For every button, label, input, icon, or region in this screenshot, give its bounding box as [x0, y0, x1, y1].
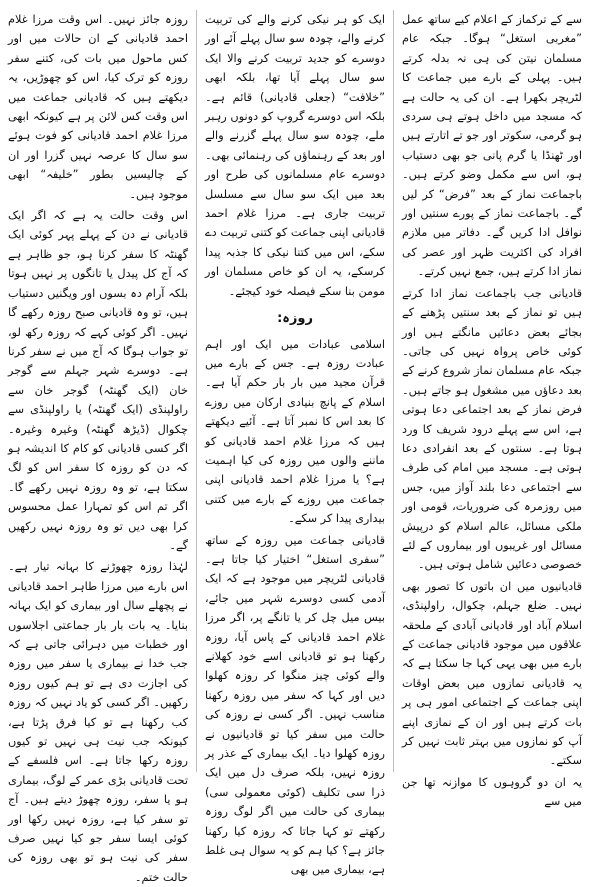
paragraph: اسلامی عبادات میں ایک اور اہم عبادت روزہ ہے۔ جس کے بارے میں قرآن مجید میں بار بار حکم آیا ہے۔ اسلام کے پانچ بنیادی ارکان میں روزے کا بعد اس کا نمبر آتا ہے۔ آئیے دیکھتے ہیں کہ مرزا غلام احمد قادیانی کو ماننے والوں میں روزہ کی کیا اہمیت ہے؟ یا مرزا غلام احمد قادیانی اپنی جماعت میں روزے کے بارے میں کتنی بیداری پیدا کر سکے۔	[205, 337, 385, 526]
column-middle	[205, 10, 385, 877]
column-divider	[196, 10, 197, 772]
section-heading: روزہ:	[277, 311, 313, 327]
column-left	[8, 10, 188, 884]
paragraph: یہ ان دو گروہوں کا موازنہ تھا جن میں سے	[402, 775, 582, 809]
paragraph: سے کے ترکماز کے اعلام کیے ساتھ عمل ”مغربی استغل“ ہوگا۔ جبکہ عام مسلمان نیتن کی ہی نہ بدلہ کرتے ہیں۔ پہلی کے بارے میں جماعت کا لٹریچر بکھرا ہے۔ ان کی یہ حالت ہے کہ مسجد میں داخل ہوتے ہی سردی ہو گرمی، سکوتر اور جو تے اتارتے ہیں اور ٹھنڈا یا گرم پانی جو بھی دستیاب ہو، اس سے مکمل وضو کرتے ہیں۔ باجماعت نماز کے بعد ”فرض“ کر لیں گے۔ باجماعت نماز کے پورے سنتیں اور نوافل ادا کریں گے۔ دفاتر میں ملازم افراد کی اکثریت ظہر اور عصر کی نماز ادا کرتے ہیں، جمع نہیں کرتے۔	[402, 13, 582, 279]
paragraph: قادیانی جب باجماعت نماز ادا کرتے ہیں تو نماز کے بعد سنتیں پڑھنے کے بجائے بعض دعائیں مانگتے ہیں اور کوئی خاص پرواہ نہیں کی جاتی۔ جبکہ عام مسلمان نماز شروع کرنے کے بعد دعاؤں میں مشغول ہو جاتے ہیں۔ فرض نماز کے بعد اجتماعی دعا ہوتی ہے، اس سے پہلے درود شریف کا ورد ہوتا ہے۔ سنتوں کے بعد انفرادی دعا ہوتی ہے۔ مسجد میں امام کی طرف سے اجتماعی دعا بلند آواز میں، جس میں روزمرہ کی ضروریات، قومی اور ملکی مسائل، عالم اسلام کو درپیش مسائل اور غریبوں اور بیماروں کے لئے خصوصی دعائیں شامل ہوتی ہیں۔	[402, 286, 582, 572]
text-columns	[8, 10, 582, 884]
paragraph: ایک کو ہر نیکی کرنے والے کی تربیت کرنے والے، چودہ سو سال پہلے آئے اور دوسرے کو جدید تربیت کرنے والا ایک سو سال پہلے آیا تھا، بلکہ ابھی ”خلافت“ (جعلی قادیانی) قائم ہے۔ بلکہ اس دوسرے گروپ کو دونوں رہبر ملے، چودہ سو سال پہلے گزرنے والے اور بعد کے رہنماؤں کی رہنمائی بھی۔ دوسرے عام مسلمانوں کی طرح اور بعد میں ایک سو سال سے مسلسل تربیت جاری ہے۔ مرزا غلام احمد قادیانی اپنی جماعت کو کتنی تربیت دے سکے، اس میں کتنا نیکی کا جذبہ پیدا کرسکے، یہ ان کو خاص مسلمان اور مومن بنا سکے فیصلہ خود کیجئے۔	[205, 13, 385, 298]
column-right	[402, 10, 582, 809]
column-divider	[393, 10, 394, 772]
paragraph: اس وقت حالت یہ ہے کہ اگر ایک قادیانی نے دن کے پہلے پہر کوئی ایک گھنٹہ کا سفر کرنا ہو، جو ظاہر ہے کہ آج کل پیدل یا تانگوں پر نہیں ہوتا بلکہ آرام دہ بسوں اور ویگنیں دستیاب ہیں، تو وہ قادیانی صبح روزہ رکھے گا نہیں۔ اگر کوئی کہے کہ روزہ رکھ لو، تو جواب ہوگا کہ آج میں نے سفر کرنا ہے۔ دوسرے شہر جہلم سے گوجر خان (ایک گھنٹہ) گوجر خان سے راولپنڈی (ایک گھنٹہ) یا راولپنڈی سے چکوال (ڈیڑھ گھنٹہ) وغیرہ وغیرہ۔ اگر کسی قادیانی کو کام کا اندیشہ ہو کہ دن کو روزہ کا سفر اس کو لگ سکتا ہے، تو وہ روزہ نہیں رکھے گا۔ اگر تم اس کو تمہارا عمل محسوس کرا بھی دیں تو وہ روزہ نہیں رکھیں گے۔	[8, 209, 188, 552]
paragraph: قادیانیوں میں ان باتوں کا تصور بھی نہیں۔ ضلع جہلم، چکوال، راولپنڈی، اسلام آباد اور قادیانی آبادی کے ملحقہ علاقوں میں موجود قادیانی جماعت کے بارے میں بھی یہی کہا جا سکتا ہے کہ یہ قادیانی نمازوں میں بعض اوقات اپنی جماعت کے اجتماعی امور ہی پر بات کرتے ہیں اور ان کے نمازی اپنے آپ کو نمازوں میں بہتر ثابت نہیں کر سکتے۔	[402, 579, 582, 768]
paragraph: قادیانی جماعت میں روزہ کے ساتھ ”سفری استغل“ اختیار کیا جاتا ہے۔ قادیانی لٹریچر میں موجود ہے کہ ایک آدمی کسی دوسرے شہر میں جائے، بیس میل چل کر یا تانگے پر، اگر مرزا غلام احمد قادیانی کے پاس آیا، روزہ رکھنا ہو تو قادیانی اسے خود کھلانے والے کوئی چیز منگوا کر روزہ کھلوا دیں اور کہا کہ سفر میں روزہ رکھنا مناسب نہیں۔ اگر کسی نے روزہ کی حالت میں سفر کیا تو قادیانیوں نے روزہ کھلوا دیا۔ ایک بیماری کے عذر پر روزہ نہیں، بلکہ صرف دل میں ایک ذرا سی تکلیف (کوئی معمولی سی) بیماری کی حالت میں اگر لوگ روزہ رکھتے تو کہا جاتا کہ روزہ کیا رکھنا جائز ہے؟ کیا ہم کو یہ سوال ہی غلط ہے، بیماری میں بھی	[205, 533, 385, 877]
paragraph: لہٰذا روزہ چھوڑنے کا بہانہ تیار ہے۔ اس بارے میں مرزا طاہر احمد قادیانی نے پچھلے سال اور بیماری کو ایک بہانہ بنایا۔ یہ بات بار بار جماعتی اجلاسوں اور خطبات میں دہرائی جاتی ہے کہ جب خدا نے بیماری یا سفر میں روزہ کی اجازت دی ہے تو ہم کیوں روزہ رکھیں۔ اگر کسی کو یاد نہیں کہ روزہ کب رکھنا ہے تو کیا فرق پڑتا ہے، کیونکہ جب نیت ہی نہیں تو کیوں روزہ رکھا جاتا ہے۔ اس فلسفے کے تحت قادیانی بڑی عمر کے لوگ، بیماری ہو یا سفر، روزہ چھوڑ دیتے ہیں۔ آج تو سفر کیا ہے، روزہ نہیں رکھا اور کوئی ایسا سفر جو کیا نہیں صرف سفر کی نیت ہو تو بھی روزہ کی حالت ختم۔	[8, 560, 188, 884]
paragraph: روزہ جائز نہیں۔ اس وقت مرزا غلام احمد قادیانی کے ان حالات میں اور کس ماحول میں بات کی، کتنے سفر روزہ کو ترک کیا، اس کو چھوڑیں، یہ دیکھتے ہیں کہ قادیانی جماعت میں اس وقت کس لائن پر ہے کیونکہ ابھی مرزا غلام احمد قادیانی کو فوت ہوئے سو سال کا عرصہ نہیں گزرا اور ان کے چالیسیں بطور ”خلیفہ“ ابھی موجود ہیں۔	[8, 13, 188, 201]
